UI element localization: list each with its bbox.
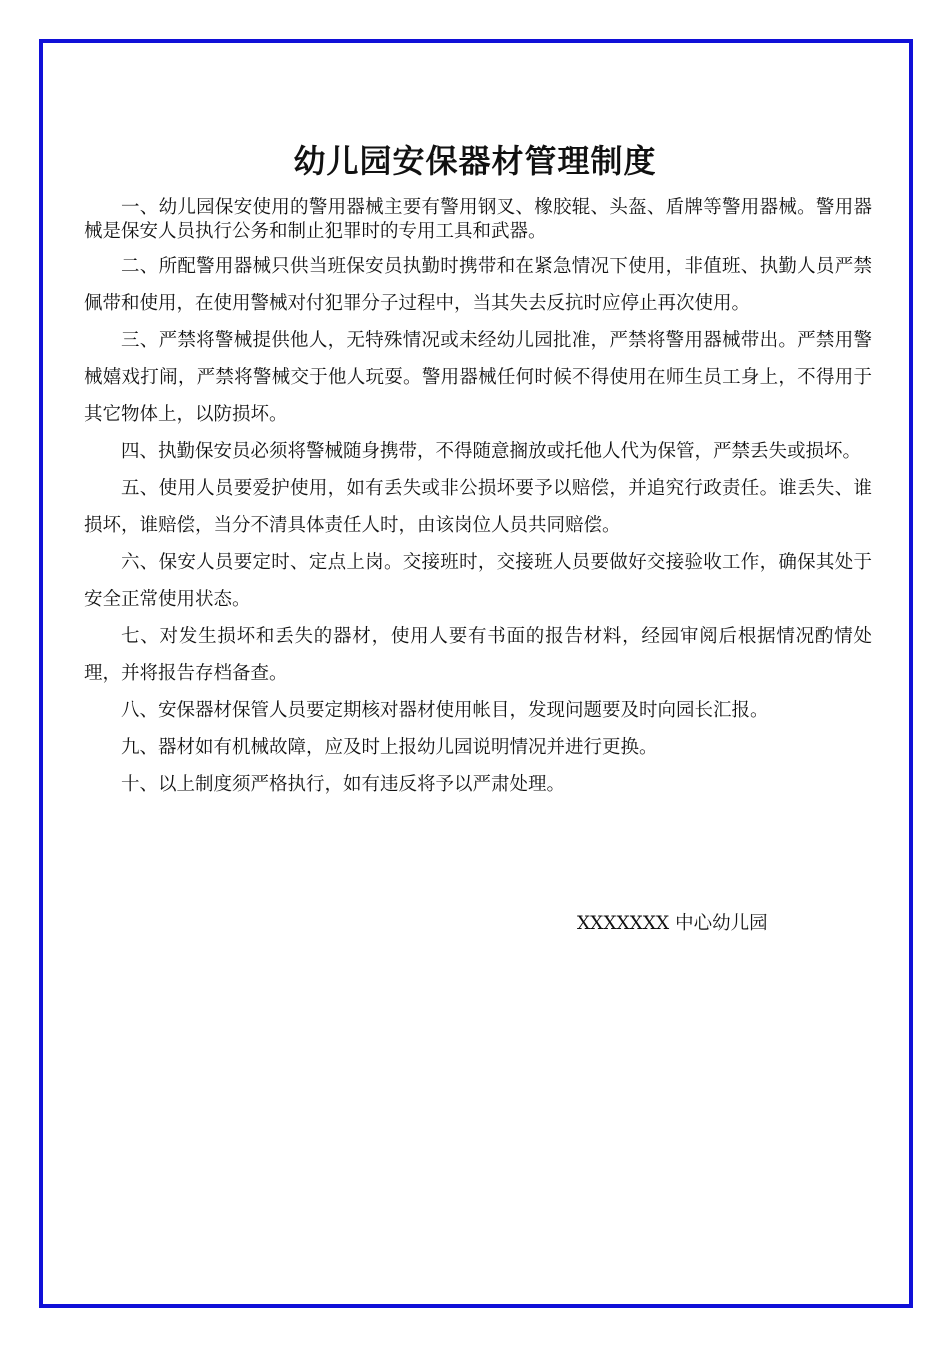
paragraph-6: 六、保安人员要定时、定点上岗。交接班时，交接班人员要做好交接验收工作，确保其处于安全正常使用状态。 (84, 552, 872, 610)
paragraph-10: 十、以上制度须严格执行，如有违反将予以严肃处理。 (121, 774, 566, 795)
paragraph-7: 七、对发生损坏和丢失的器材，使用人要有书面的报告材料，经园审阅后根据情况酌情处理，并将报告存档备查。 (84, 626, 872, 684)
document-body (84, 196, 872, 803)
paragraph-2: 二、所配警用器械只供当班保安员执勤时携带和在紧急情况下使用，非值班、执勤人员严禁佩带和使用，在使用警械对付犯罪分子过程中，当其失去反抗时应停止再次使用。 (84, 256, 872, 314)
paragraph-9: 九、器材如有机械故障，应及时上报幼儿园说明情况并进行更换。 (121, 737, 658, 758)
paragraph-4: 四、执勤保安员必须将警械随身携带，不得随意搁放或托他人代为保管，严禁丢失或损坏。 (121, 441, 862, 462)
paragraph-8: 八、安保器材保管人员要定期核对器材使用帐目，发现问题要及时向园长汇报。 (121, 700, 769, 721)
paragraph-3: 三、严禁将警械提供他人，无特殊情况或未经幼儿园批准，严禁将警用器械带出。严禁用警械嬉戏打闹，严禁将警械交于他人玩耍。警用器械任何时候不得使用在师生员工身上，不得用于其它物体上，以防损坏。 (84, 330, 872, 425)
document-title: 幼儿园安保器材管理制度 (293, 142, 657, 180)
paragraph-1: 一、幼儿园保安使用的警用器械主要有警用钢叉、橡胶辊、头盔、盾牌等警用器械。警用器械是保安人员执行公务和制止犯罪时的专用工具和武器。 (84, 197, 872, 242)
paragraph-5: 五、使用人员要爱护使用，如有丢失或非公损坏要予以赔偿，并追究行政责任。谁丢失、谁损坏，谁赔偿，当分不清具体责任人时，由该岗位人员共同赔偿。 (84, 478, 872, 536)
signature: XXXXXXX 中心幼儿园 (577, 913, 768, 934)
